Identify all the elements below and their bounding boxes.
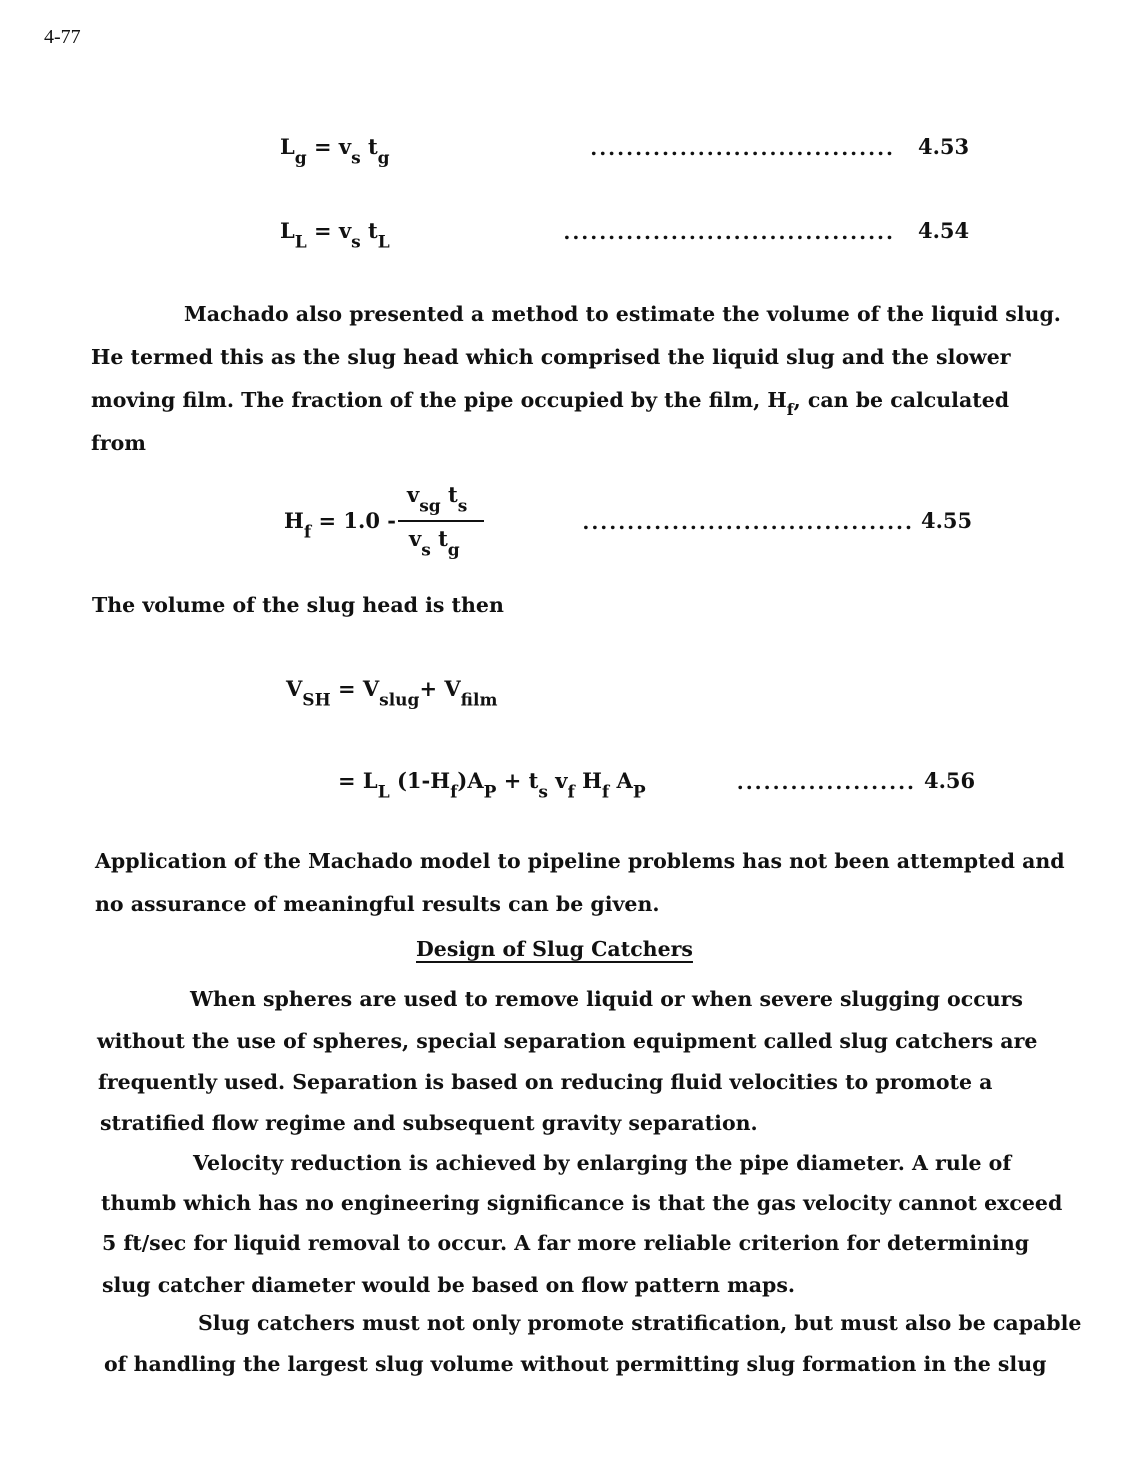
text-line: Slug catchers must not only promote stratification, but must also be capable	[198, 1311, 1082, 1335]
text-line: without the use of spheres, special separation equipment called slug catchers are	[97, 1029, 1038, 1053]
text-line: Application of the Machado model to pipeline problems has not been attempted and	[95, 849, 1065, 873]
text-line: thumb which has no engineering significance is that the gas velocity cannot exceed	[101, 1191, 1063, 1215]
text-line: of handling the largest slug volume without permitting slug formation in the slug	[104, 1352, 1047, 1376]
text-line: Machado also presented a method to estimate the volume of the liquid slug.	[184, 302, 1061, 326]
text-line: slug catcher diameter would be based on flow pattern maps.	[102, 1273, 796, 1297]
leader-dots: ....................	[736, 770, 916, 794]
text-line: no assurance of meaningful results can be given.	[95, 892, 660, 916]
text-line: Velocity reduction is achieved by enlarging the pipe diameter. A rule of	[193, 1151, 1012, 1175]
text-line: 5 ft/sec for liquid removal to occur. A far more reliable criterion for determining	[102, 1231, 1030, 1255]
text-line: frequently used. Separation is based on reducing fluid velocities to promote a	[98, 1070, 993, 1094]
text-line: stratified flow regime and subsequent gravity separation.	[100, 1111, 758, 1135]
text-line: He termed this as the slug head which comprised the liquid slug and the slower	[91, 345, 1011, 369]
fraction-denominator: $v_s$ $t_g$	[409, 526, 460, 561]
equation-4-55-lhs: $H_f = 1.0$ -	[284, 508, 396, 543]
equation-number-4-54: 4.54	[918, 218, 970, 243]
fraction-bar	[398, 520, 484, 522]
leader-dots: .....................................	[563, 220, 895, 244]
equation-number-4-55: 4.55	[921, 508, 973, 533]
fraction-numerator: $v_{sg}$ $t_s$	[407, 482, 468, 517]
text-line: moving film. The fraction of the pipe occupied by the film, $H_f$, can be calculated	[91, 388, 1010, 419]
slug-head-sentence: The volume of the slug head is then	[92, 593, 504, 617]
leader-dots: ..................................	[590, 136, 895, 160]
equation-4-56-first-line: $V_{SH} = V_{slug}+ V_{film}$	[286, 676, 498, 711]
leader-dots: .....................................	[582, 510, 914, 534]
text-line: from	[91, 431, 146, 455]
section-heading: Design of Slug Catchers	[416, 937, 693, 961]
equation-number-4-56: 4.56	[924, 768, 976, 793]
equation-4-54: $L_L = v_s$ $t_L$	[280, 218, 390, 253]
page-number: 4-77	[44, 26, 81, 48]
equation-number-4-53: 4.53	[918, 134, 970, 159]
equation-4-56-second-line: = $L_L$ $(1-H_f)A_P + t_s$ $v_f$ $H_f$ $A_P$	[338, 768, 646, 803]
text-line: When spheres are used to remove liquid or when severe slugging occurs	[190, 987, 1023, 1011]
equation-4-53: $L_g = v_s$ $t_g$	[280, 134, 390, 169]
